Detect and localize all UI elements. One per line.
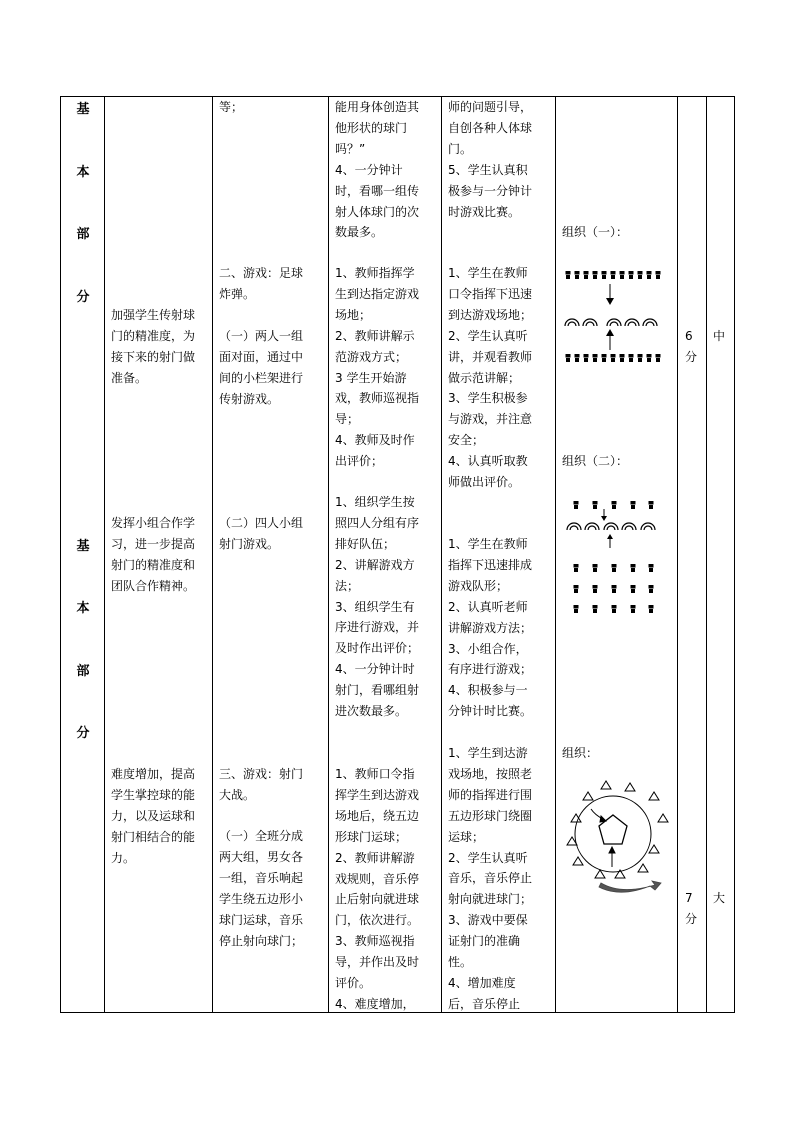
section-heading-char: 本	[76, 165, 90, 180]
intensity-value: 大	[713, 891, 726, 905]
formation-diagram-2	[567, 501, 655, 613]
teacher-activity-text: 1、组织学生按 照四人分组有序 排好队伍； 2、讲解游戏方 法； 3、组织学生有 序进行游戏，并 及时作出评价； 4、一分钟计时 射门，看哪组射 进次数最多。	[335, 495, 420, 719]
arrow-down-icon	[606, 298, 614, 305]
formation-diagram-3	[567, 781, 668, 892]
content-text: 二、游戏：足球 炸弹。	[219, 266, 304, 301]
goal-row	[567, 523, 655, 530]
section-heading-char: 基	[76, 539, 90, 554]
objective-text: 发挥小组合作学 习，进一步提高 射门的精准度和 团队合作精神。	[111, 516, 196, 593]
section-heading-char: 部	[76, 664, 90, 679]
arrow-head-icon	[600, 816, 606, 822]
arrow-up-icon	[606, 329, 614, 336]
organization-label: 组织（二）：	[562, 454, 629, 468]
student-row-top	[566, 271, 661, 279]
organization-label: 组织：	[562, 746, 599, 760]
time-value: 6 分	[685, 329, 698, 364]
content-text: （二）四人小组 射门游戏。	[219, 516, 304, 551]
content-text: 等；	[219, 100, 244, 114]
time-value: 7 分	[685, 891, 698, 926]
arrow-up-icon	[609, 847, 615, 853]
section-heading-char: 本	[76, 601, 90, 616]
arrow-down-icon	[601, 516, 607, 521]
objective-text: 加强学生传射球 门的精准度，为 接下来的射门做 准备。	[111, 308, 196, 385]
section-heading-char: 分	[76, 726, 90, 741]
intensity-value: 中	[713, 329, 726, 343]
section-heading-char: 部	[76, 227, 90, 242]
student-activity-text: 1、学生在教师 指挥下迅速排成 游戏队形； 2、认真听老师 讲解游戏方法； 3、小组合作， 有序进行游戏； 4、积极参与一 分钟计时比赛。	[448, 537, 533, 719]
content-text: （一）两人一组 面对面，通过中 间的小栏架进行 传射游戏。	[219, 329, 304, 406]
student-activity-text: 师的问题引导， 自创各种人体球 门。 5、学生认真积 极参与一分钟计 时游戏比赛。	[448, 100, 533, 219]
teacher-activity-text: 能用身体创造其 他形状的球门 吗？” 4、一分钟计 时，看哪一组传 射人体球门的次 数最多。	[335, 100, 420, 240]
section-heading-char: 基	[76, 102, 90, 117]
content-text: 三、游戏：射门 大战。	[219, 767, 304, 802]
teacher-activity-text: 1、教师指挥学 生到达指定游戏 场地； 2、教师讲解示 范游戏方式； 3 学生开始游 戏，教师巡视指 导； 4、教师及时作 出评价；	[335, 266, 420, 469]
objective-text: 难度增加，提高 学生掌控球的能 力，以及运球和 射门相结合的能 力。	[111, 767, 196, 865]
curved-flow-arrow	[599, 881, 661, 892]
triangle-markers	[567, 781, 668, 878]
organization-label: 组织（一）：	[562, 225, 629, 239]
student-activity-text: 1、学生在教师 口令指挥下迅速 到达游戏场地； 2、学生认真听 讲，并观看教师 做示范讲解； 3、学生积极参 与游戏，并注意 安全； 4、认真听取教 师做出评价。	[448, 266, 533, 490]
student-row-bottom	[566, 354, 661, 362]
teacher-activity-text: 1、教师口令指 挥学生到达游戏 场地后，绕五边 形球门运球； 2、教师讲解游 戏规则，音乐停 止后射向就进球 门，依次进行。 3、教师巡视指 导，并作出及时 评价。 4、难度增加，	[335, 767, 420, 1011]
student-grid	[574, 564, 654, 613]
student-activity-text: 1、学生到达游 戏场地，按照老 师的指挥进行围 五边形球门绕圈 运球； 2、学生认真听 音乐，音乐停止 射向就进球门； 3、游戏中要保 证射门的准确 性。 4、增加难度 后，音乐停止	[448, 746, 533, 1011]
content-text: （一）全班分成 两大组，男女各 一组，音乐响起 学生绕五边形小 球门运球，音乐 停止射向球门；	[219, 829, 304, 948]
section-heading-char: 分	[76, 290, 90, 305]
dribble-circle	[575, 796, 651, 872]
hurdle-row	[565, 319, 657, 326]
student-row-top	[574, 501, 654, 509]
formation-diagram-1	[565, 271, 661, 362]
